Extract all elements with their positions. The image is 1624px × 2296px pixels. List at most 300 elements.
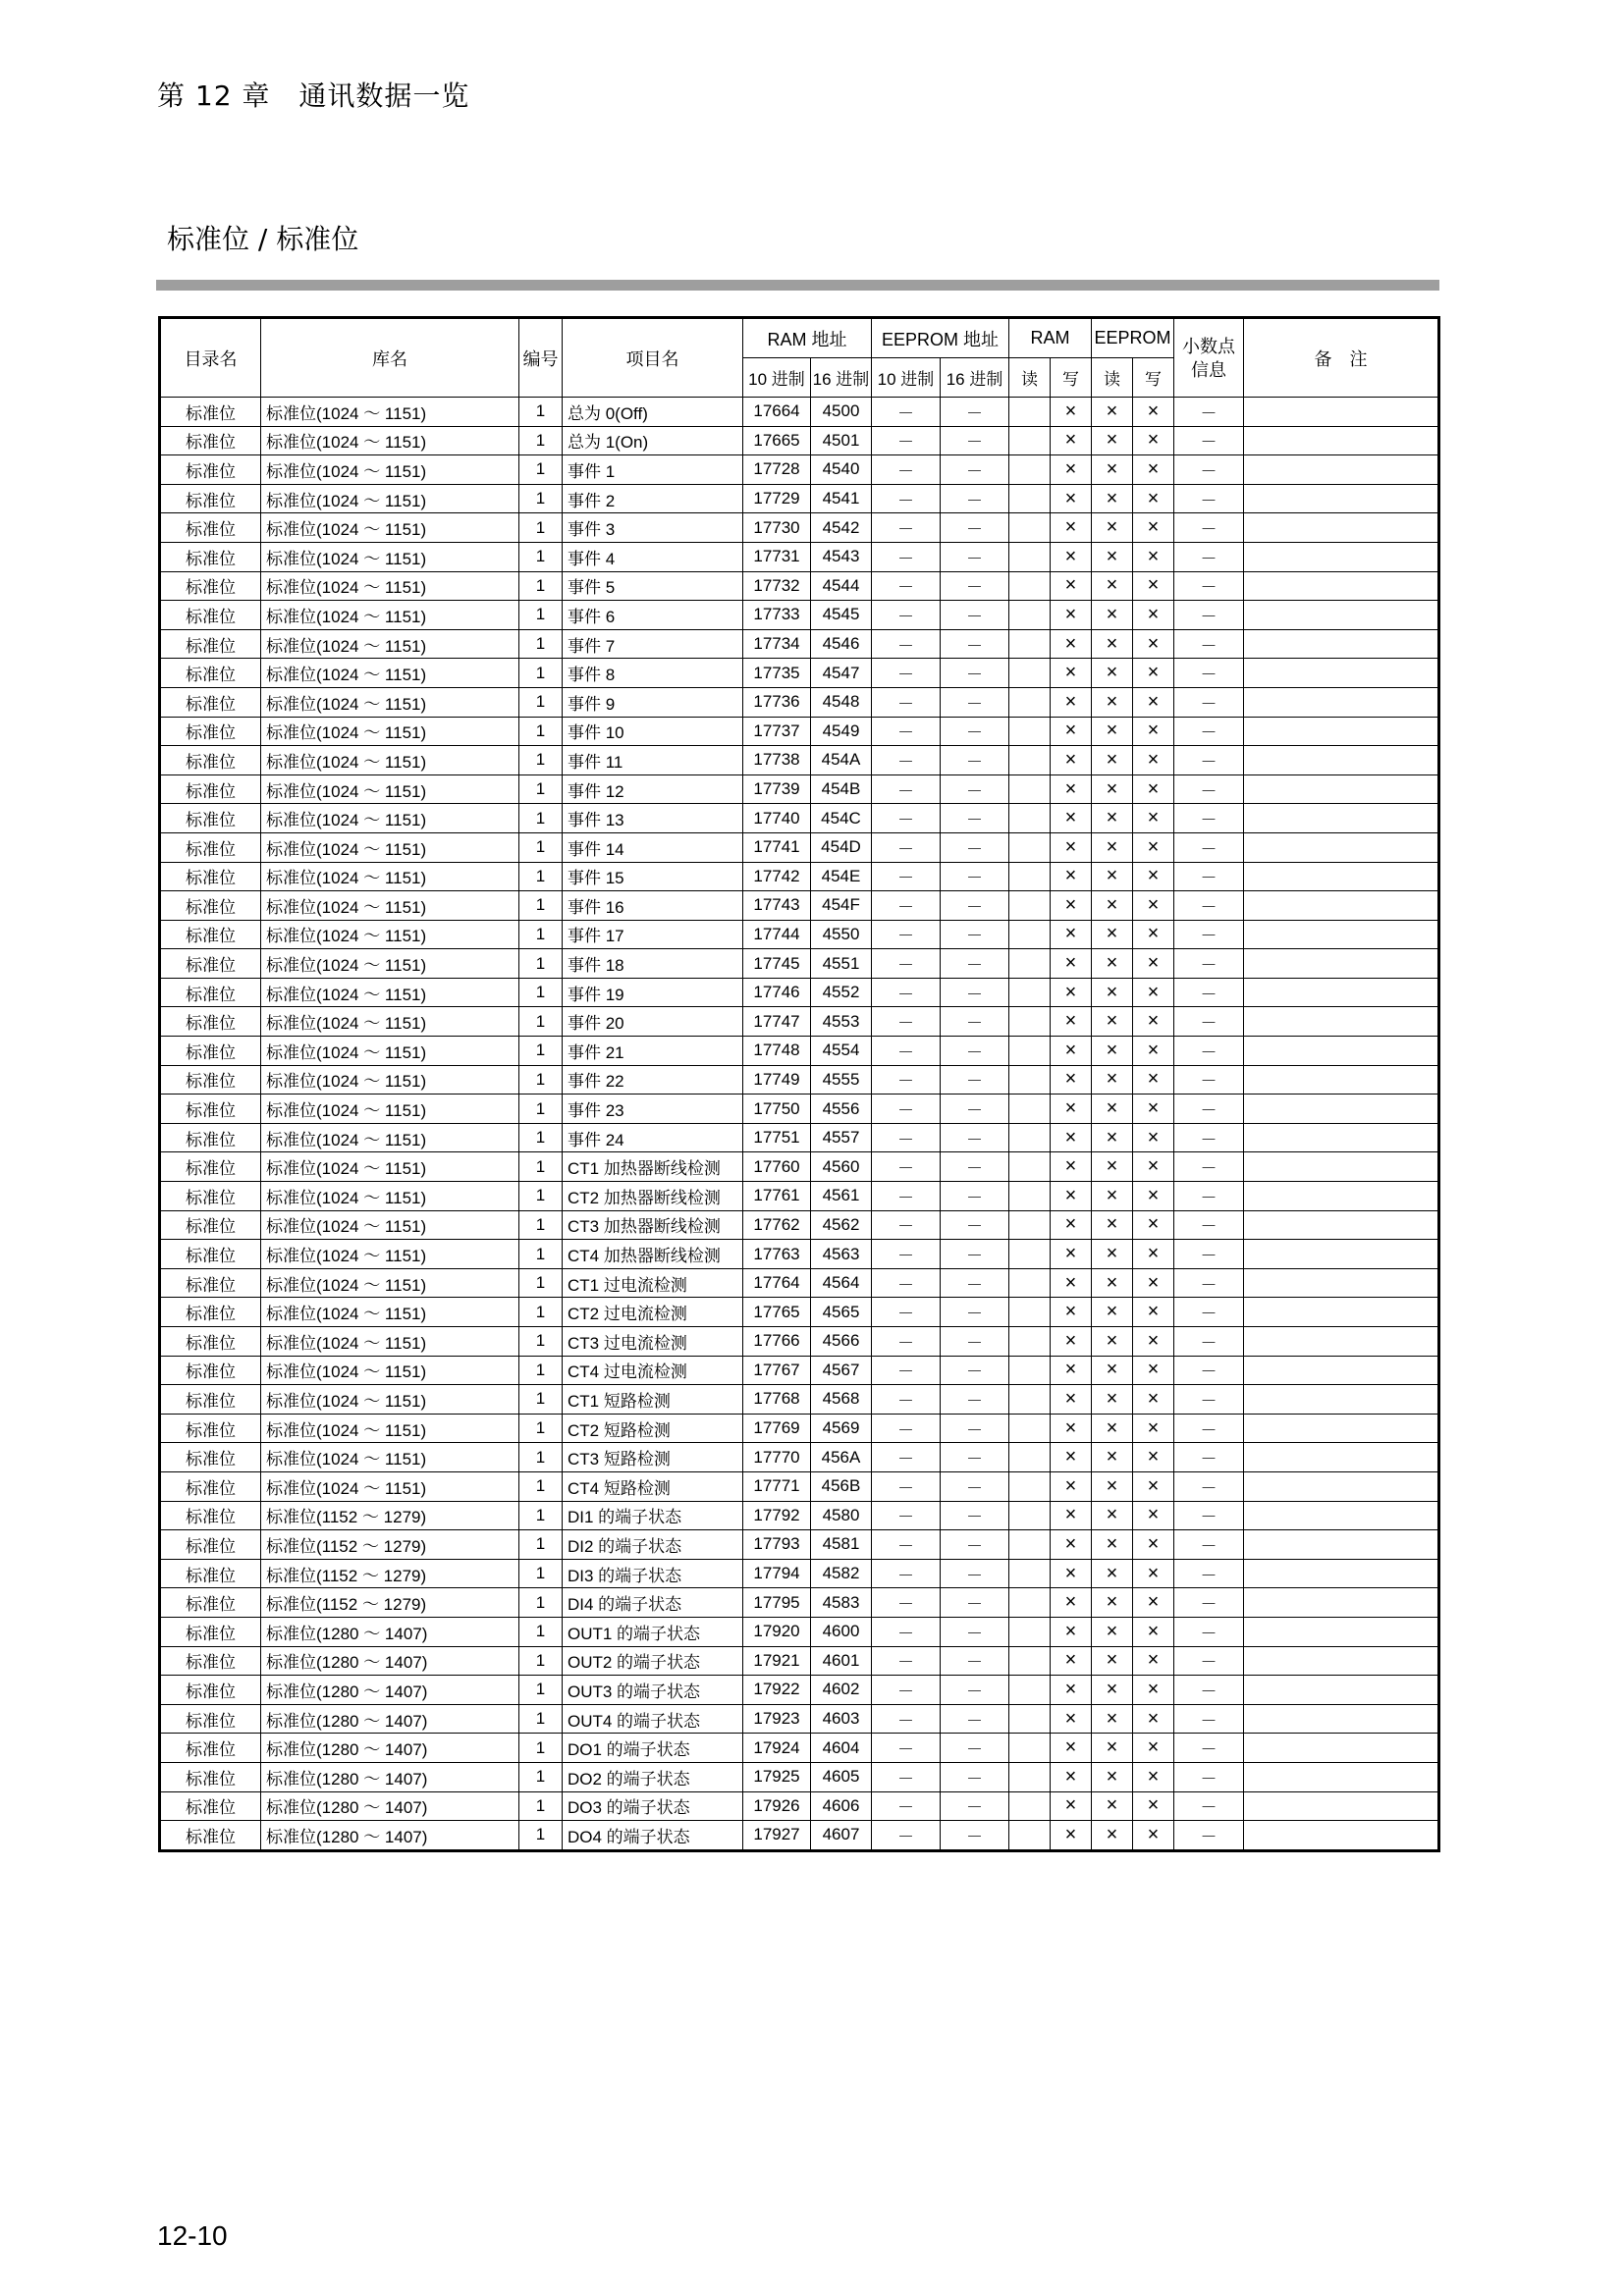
cell-eeprom-write: × (1133, 774, 1174, 804)
cell-dir: 标准位 (160, 1821, 261, 1851)
cell-num: 1 (519, 1152, 563, 1182)
cell-num: 1 (519, 1095, 563, 1124)
cell-ram-write: × (1051, 891, 1092, 921)
cell-dir: 标准位 (160, 1065, 261, 1095)
cell-ram-write: × (1051, 920, 1092, 949)
cell-ram-dec: 17739 (743, 774, 811, 804)
cell-note (1244, 1268, 1439, 1298)
cell-lib: 标准位(1152 ～ 1279) (261, 1559, 519, 1588)
cell-dir: 标准位 (160, 1095, 261, 1124)
cell-ram-dec: 17926 (743, 1791, 811, 1821)
cell-dir: 标准位 (160, 774, 261, 804)
cell-eeprom-hex: － (941, 1240, 1009, 1269)
cell-ram-dec: 17740 (743, 804, 811, 833)
cell-note (1244, 717, 1439, 746)
cell-decimal: － (1174, 1791, 1244, 1821)
cell-item: 事件 2 (563, 484, 743, 513)
cell-ram-read (1009, 1152, 1051, 1182)
cell-ram-read (1009, 1762, 1051, 1791)
cell-ram-read (1009, 1734, 1051, 1763)
cell-ram-write: × (1051, 513, 1092, 543)
table-row (160, 1268, 1439, 1298)
cell-eeprom-write: × (1133, 1007, 1174, 1037)
cell-num: 1 (519, 949, 563, 979)
cell-dir: 标准位 (160, 629, 261, 659)
cell-lib: 标准位(1024 ～ 1151) (261, 746, 519, 775)
cell-eeprom-dec: － (872, 1588, 941, 1618)
cell-eeprom-read: × (1092, 426, 1133, 455)
table-row (160, 949, 1439, 979)
cell-dir: 标准位 (160, 1704, 261, 1734)
cell-dir: 标准位 (160, 542, 261, 571)
cell-ram-hex: 4606 (811, 1791, 872, 1821)
cell-item: 事件 4 (563, 542, 743, 571)
cell-decimal: － (1174, 1646, 1244, 1676)
cell-decimal: － (1174, 1414, 1244, 1443)
cell-note (1244, 1065, 1439, 1095)
cell-ram-hex: 4560 (811, 1152, 872, 1182)
cell-note (1244, 1762, 1439, 1791)
table-row (160, 1791, 1439, 1821)
cell-num: 1 (519, 891, 563, 921)
cell-ram-dec: 17737 (743, 717, 811, 746)
cell-eeprom-read: × (1092, 1065, 1133, 1095)
cell-eeprom-write: × (1133, 659, 1174, 688)
cell-eeprom-write: × (1133, 1123, 1174, 1152)
cell-ram-dec: 17742 (743, 862, 811, 891)
cell-eeprom-write: × (1133, 601, 1174, 630)
cell-lib: 标准位(1024 ～ 1151) (261, 1037, 519, 1066)
cell-eeprom-read: × (1092, 1037, 1133, 1066)
cell-lib: 标准位(1024 ～ 1151) (261, 1268, 519, 1298)
cell-dir: 标准位 (160, 1182, 261, 1211)
cell-decimal: － (1174, 920, 1244, 949)
cell-eeprom-read: × (1092, 1530, 1133, 1560)
cell-item: CT2 短路检测 (563, 1414, 743, 1443)
cell-lib: 标准位(1024 ～ 1151) (261, 426, 519, 455)
cell-lib: 标准位(1024 ～ 1151) (261, 1152, 519, 1182)
cell-dir: 标准位 (160, 1646, 261, 1676)
cell-item: 事件 3 (563, 513, 743, 543)
cell-eeprom-write: × (1133, 1385, 1174, 1415)
cell-eeprom-dec: － (872, 484, 941, 513)
cell-item: CT4 加热器断线检测 (563, 1240, 743, 1269)
cell-eeprom-hex: － (941, 455, 1009, 485)
cell-eeprom-hex: － (941, 542, 1009, 571)
cell-ram-hex: 4552 (811, 978, 872, 1007)
cell-eeprom-hex: － (941, 920, 1009, 949)
cell-eeprom-dec: － (872, 804, 941, 833)
cell-eeprom-write: × (1133, 832, 1174, 862)
cell-lib: 标准位(1024 ～ 1151) (261, 1007, 519, 1037)
cell-num: 1 (519, 1123, 563, 1152)
cell-dir: 标准位 (160, 1240, 261, 1269)
cell-ram-dec: 17795 (743, 1588, 811, 1618)
cell-eeprom-dec: － (872, 513, 941, 543)
cell-num: 1 (519, 1676, 563, 1705)
table-row (160, 1037, 1439, 1066)
cell-note (1244, 804, 1439, 833)
cell-eeprom-read: × (1092, 1240, 1133, 1269)
cell-item: CT1 短路检测 (563, 1385, 743, 1415)
cell-dir: 标准位 (160, 1791, 261, 1821)
cell-eeprom-read: × (1092, 1152, 1133, 1182)
cell-ram-dec: 17770 (743, 1443, 811, 1472)
section-title: 标准位 / 标准位 (167, 223, 359, 255)
cell-eeprom-read: × (1092, 1617, 1133, 1646)
cell-ram-hex: 4563 (811, 1240, 872, 1269)
cell-eeprom-dec: － (872, 1646, 941, 1676)
cell-eeprom-write: × (1133, 891, 1174, 921)
cell-ram-read (1009, 1210, 1051, 1240)
cell-note (1244, 659, 1439, 688)
header-eeprom: EEPROM (1092, 318, 1174, 358)
header-note: 备 注 (1244, 318, 1439, 398)
cell-eeprom-hex: － (941, 862, 1009, 891)
cell-item: 事件 17 (563, 920, 743, 949)
table-row (160, 804, 1439, 833)
cell-eeprom-read: × (1092, 1704, 1133, 1734)
cell-ram-hex: 4603 (811, 1704, 872, 1734)
cell-ram-hex: 4562 (811, 1210, 872, 1240)
cell-ram-hex: 4564 (811, 1268, 872, 1298)
cell-ram-read (1009, 717, 1051, 746)
cell-note (1244, 1704, 1439, 1734)
cell-ram-dec: 17927 (743, 1821, 811, 1851)
cell-note (1244, 1617, 1439, 1646)
cell-eeprom-hex: － (941, 687, 1009, 717)
cell-eeprom-read: × (1092, 1588, 1133, 1618)
cell-eeprom-write: × (1133, 571, 1174, 601)
cell-ram-dec: 17794 (743, 1559, 811, 1588)
cell-ram-read (1009, 1298, 1051, 1327)
cell-ram-write: × (1051, 717, 1092, 746)
cell-decimal: － (1174, 1704, 1244, 1734)
cell-eeprom-dec: － (872, 978, 941, 1007)
cell-eeprom-hex: － (941, 1471, 1009, 1501)
cell-eeprom-write: × (1133, 1821, 1174, 1851)
cell-note (1244, 1471, 1439, 1501)
cell-eeprom-write: × (1133, 1559, 1174, 1588)
cell-ram-dec: 17922 (743, 1676, 811, 1705)
cell-decimal: － (1174, 891, 1244, 921)
cell-ram-hex: 4581 (811, 1530, 872, 1560)
cell-note (1244, 1676, 1439, 1705)
cell-ram-read (1009, 1791, 1051, 1821)
cell-item: 事件 13 (563, 804, 743, 833)
cell-eeprom-dec: － (872, 659, 941, 688)
cell-decimal: － (1174, 1007, 1244, 1037)
cell-dir: 标准位 (160, 949, 261, 979)
cell-eeprom-dec: － (872, 398, 941, 427)
cell-eeprom-dec: － (872, 1007, 941, 1037)
cell-eeprom-read: × (1092, 1182, 1133, 1211)
cell-eeprom-read: × (1092, 629, 1133, 659)
cell-eeprom-hex: － (941, 832, 1009, 862)
cell-eeprom-read: × (1092, 1327, 1133, 1357)
cell-num: 1 (519, 1501, 563, 1530)
cell-eeprom-dec: － (872, 1152, 941, 1182)
cell-decimal: － (1174, 426, 1244, 455)
cell-eeprom-dec: － (872, 1268, 941, 1298)
cell-ram-read (1009, 1559, 1051, 1588)
cell-ram-write: × (1051, 1095, 1092, 1124)
table-row (160, 1530, 1439, 1560)
table-row (160, 601, 1439, 630)
cell-lib: 标准位(1280 ～ 1407) (261, 1762, 519, 1791)
cell-ram-write: × (1051, 1559, 1092, 1588)
cell-ram-hex: 4565 (811, 1298, 872, 1327)
table-row (160, 862, 1439, 891)
cell-ram-hex: 4607 (811, 1821, 872, 1851)
cell-ram-read (1009, 1443, 1051, 1472)
cell-num: 1 (519, 629, 563, 659)
cell-eeprom-hex: － (941, 1588, 1009, 1618)
cell-item: DO1 的端子状态 (563, 1734, 743, 1763)
cell-ram-write: × (1051, 1385, 1092, 1415)
header-item: 项目名 (563, 318, 743, 398)
cell-item: DI3 的端子状态 (563, 1559, 743, 1588)
cell-ram-write: × (1051, 1734, 1092, 1763)
cell-eeprom-read: × (1092, 891, 1133, 921)
cell-ram-write: × (1051, 1037, 1092, 1066)
table-row (160, 659, 1439, 688)
cell-ram-dec: 17743 (743, 891, 811, 921)
table-row (160, 1588, 1439, 1618)
cell-lib: 标准位(1024 ～ 1151) (261, 1210, 519, 1240)
cell-ram-hex: 4554 (811, 1037, 872, 1066)
cell-lib: 标准位(1024 ～ 1151) (261, 978, 519, 1007)
cell-eeprom-hex: － (941, 891, 1009, 921)
cell-ram-write: × (1051, 1240, 1092, 1269)
cell-ram-hex: 4550 (811, 920, 872, 949)
cell-ram-dec: 17923 (743, 1704, 811, 1734)
cell-ram-dec: 17766 (743, 1327, 811, 1357)
cell-note (1244, 832, 1439, 862)
cell-ram-read (1009, 1095, 1051, 1124)
cell-note (1244, 1152, 1439, 1182)
cell-eeprom-dec: － (872, 862, 941, 891)
cell-eeprom-read: × (1092, 398, 1133, 427)
cell-dir: 标准位 (160, 1617, 261, 1646)
cell-note (1244, 949, 1439, 979)
cell-dir: 标准位 (160, 1385, 261, 1415)
cell-eeprom-read: × (1092, 1734, 1133, 1763)
cell-ram-write: × (1051, 832, 1092, 862)
cell-ram-hex: 4569 (811, 1414, 872, 1443)
cell-ram-write: × (1051, 1007, 1092, 1037)
cell-ram-dec: 17765 (743, 1298, 811, 1327)
cell-dir: 标准位 (160, 1734, 261, 1763)
cell-eeprom-write: × (1133, 1182, 1174, 1211)
cell-item: 事件 21 (563, 1037, 743, 1066)
cell-ram-dec: 17921 (743, 1646, 811, 1676)
header-ram-dec: 10 进制 (743, 358, 811, 398)
cell-item: DI1 的端子状态 (563, 1501, 743, 1530)
cell-decimal: － (1174, 1327, 1244, 1357)
cell-num: 1 (519, 1791, 563, 1821)
header-eeprom-addr: EEPROM 地址 (872, 318, 1009, 358)
cell-eeprom-write: × (1133, 1734, 1174, 1763)
cell-eeprom-hex: － (941, 1676, 1009, 1705)
cell-decimal: － (1174, 1182, 1244, 1211)
cell-eeprom-write: × (1133, 1791, 1174, 1821)
cell-eeprom-read: × (1092, 862, 1133, 891)
header-dir: 目录名 (160, 318, 261, 398)
header-ram-addr: RAM 地址 (743, 318, 872, 358)
cell-eeprom-read: × (1092, 601, 1133, 630)
cell-num: 1 (519, 1327, 563, 1357)
header-ram-write: 写 (1051, 358, 1092, 398)
cell-item: 事件 1 (563, 455, 743, 485)
table-row (160, 542, 1439, 571)
cell-eeprom-read: × (1092, 1443, 1133, 1472)
table-row (160, 774, 1439, 804)
cell-ram-hex: 4605 (811, 1762, 872, 1791)
cell-eeprom-read: × (1092, 659, 1133, 688)
cell-ram-dec: 17793 (743, 1530, 811, 1560)
cell-num: 1 (519, 687, 563, 717)
cell-eeprom-dec: － (872, 1734, 941, 1763)
cell-dir: 标准位 (160, 455, 261, 485)
header-ram-hex: 16 进制 (811, 358, 872, 398)
cell-dir: 标准位 (160, 862, 261, 891)
cell-eeprom-hex: － (941, 1298, 1009, 1327)
cell-decimal: － (1174, 949, 1244, 979)
header-eeprom-read: 读 (1092, 358, 1133, 398)
cell-note (1244, 1530, 1439, 1560)
cell-eeprom-hex: － (941, 746, 1009, 775)
cell-eeprom-hex: － (941, 1356, 1009, 1385)
cell-lib: 标准位(1280 ～ 1407) (261, 1676, 519, 1705)
cell-eeprom-hex: － (941, 1095, 1009, 1124)
cell-eeprom-write: × (1133, 1617, 1174, 1646)
cell-num: 1 (519, 1821, 563, 1851)
cell-num: 1 (519, 1210, 563, 1240)
cell-ram-read (1009, 1356, 1051, 1385)
cell-lib: 标准位(1024 ～ 1151) (261, 920, 519, 949)
cell-decimal: － (1174, 717, 1244, 746)
cell-ram-read (1009, 978, 1051, 1007)
cell-eeprom-hex: － (941, 629, 1009, 659)
cell-note (1244, 1298, 1439, 1327)
cell-lib: 标准位(1024 ～ 1151) (261, 659, 519, 688)
cell-eeprom-dec: － (872, 1443, 941, 1472)
cell-eeprom-read: × (1092, 1123, 1133, 1152)
table-row (160, 455, 1439, 485)
table-row (160, 1152, 1439, 1182)
cell-eeprom-read: × (1092, 746, 1133, 775)
cell-ram-hex: 4561 (811, 1182, 872, 1211)
cell-ram-write: × (1051, 1646, 1092, 1676)
cell-lib: 标准位(1024 ～ 1151) (261, 455, 519, 485)
cell-eeprom-write: × (1133, 1414, 1174, 1443)
page-number: 12-10 (157, 2220, 228, 2251)
cell-note (1244, 1501, 1439, 1530)
cell-decimal: － (1174, 774, 1244, 804)
cell-eeprom-dec: － (872, 571, 941, 601)
cell-eeprom-write: × (1133, 949, 1174, 979)
cell-eeprom-dec: － (872, 601, 941, 630)
cell-item: CT3 加热器断线检测 (563, 1210, 743, 1240)
cell-eeprom-hex: － (941, 978, 1009, 1007)
cell-dir: 标准位 (160, 891, 261, 921)
cell-ram-hex: 4604 (811, 1734, 872, 1763)
cell-ram-read (1009, 1007, 1051, 1037)
cell-ram-read (1009, 1240, 1051, 1269)
cell-note (1244, 1443, 1439, 1472)
cell-lib: 标准位(1024 ～ 1151) (261, 571, 519, 601)
cell-num: 1 (519, 1588, 563, 1618)
cell-lib: 标准位(1280 ～ 1407) (261, 1704, 519, 1734)
cell-ram-read (1009, 804, 1051, 833)
cell-decimal: － (1174, 1298, 1244, 1327)
cell-eeprom-dec: － (872, 1037, 941, 1066)
cell-dir: 标准位 (160, 1501, 261, 1530)
cell-ram-read (1009, 1471, 1051, 1501)
cell-eeprom-write: × (1133, 1646, 1174, 1676)
table-row (160, 1327, 1439, 1357)
cell-ram-read (1009, 891, 1051, 921)
cell-eeprom-read: × (1092, 1356, 1133, 1385)
cell-decimal: － (1174, 1065, 1244, 1095)
cell-lib: 标准位(1024 ～ 1151) (261, 1182, 519, 1211)
cell-item: DO4 的端子状态 (563, 1821, 743, 1851)
cell-lib: 标准位(1024 ～ 1151) (261, 687, 519, 717)
cell-decimal: － (1174, 1443, 1244, 1472)
cell-lib: 标准位(1024 ～ 1151) (261, 804, 519, 833)
cell-lib: 标准位(1024 ～ 1151) (261, 1327, 519, 1357)
cell-num: 1 (519, 804, 563, 833)
cell-eeprom-read: × (1092, 978, 1133, 1007)
cell-eeprom-hex: － (941, 1385, 1009, 1415)
cell-item: OUT3 的端子状态 (563, 1676, 743, 1705)
cell-ram-write: × (1051, 774, 1092, 804)
cell-dir: 标准位 (160, 1298, 261, 1327)
cell-item: CT1 过电流检测 (563, 1268, 743, 1298)
table-row (160, 1734, 1439, 1763)
cell-num: 1 (519, 455, 563, 485)
cell-ram-dec: 17734 (743, 629, 811, 659)
cell-eeprom-read: × (1092, 1559, 1133, 1588)
cell-ram-write: × (1051, 1414, 1092, 1443)
cell-eeprom-hex: － (941, 949, 1009, 979)
cell-eeprom-write: × (1133, 398, 1174, 427)
table-row (160, 426, 1439, 455)
cell-ram-dec: 17735 (743, 659, 811, 688)
cell-note (1244, 1646, 1439, 1676)
cell-decimal: － (1174, 746, 1244, 775)
cell-eeprom-dec: － (872, 455, 941, 485)
cell-eeprom-hex: － (941, 1210, 1009, 1240)
cell-ram-dec: 17767 (743, 1356, 811, 1385)
cell-ram-read (1009, 1617, 1051, 1646)
cell-ram-read (1009, 1123, 1051, 1152)
cell-ram-hex: 4556 (811, 1095, 872, 1124)
cell-ram-write: × (1051, 862, 1092, 891)
cell-eeprom-hex: － (941, 484, 1009, 513)
cell-note (1244, 1327, 1439, 1357)
cell-eeprom-dec: － (872, 1298, 941, 1327)
cell-ram-hex: 4551 (811, 949, 872, 979)
cell-ram-hex: 4500 (811, 398, 872, 427)
cell-num: 1 (519, 1443, 563, 1472)
cell-ram-write: × (1051, 1676, 1092, 1705)
cell-dir: 标准位 (160, 832, 261, 862)
cell-eeprom-dec: － (872, 1704, 941, 1734)
cell-num: 1 (519, 1385, 563, 1415)
cell-item: 事件 20 (563, 1007, 743, 1037)
